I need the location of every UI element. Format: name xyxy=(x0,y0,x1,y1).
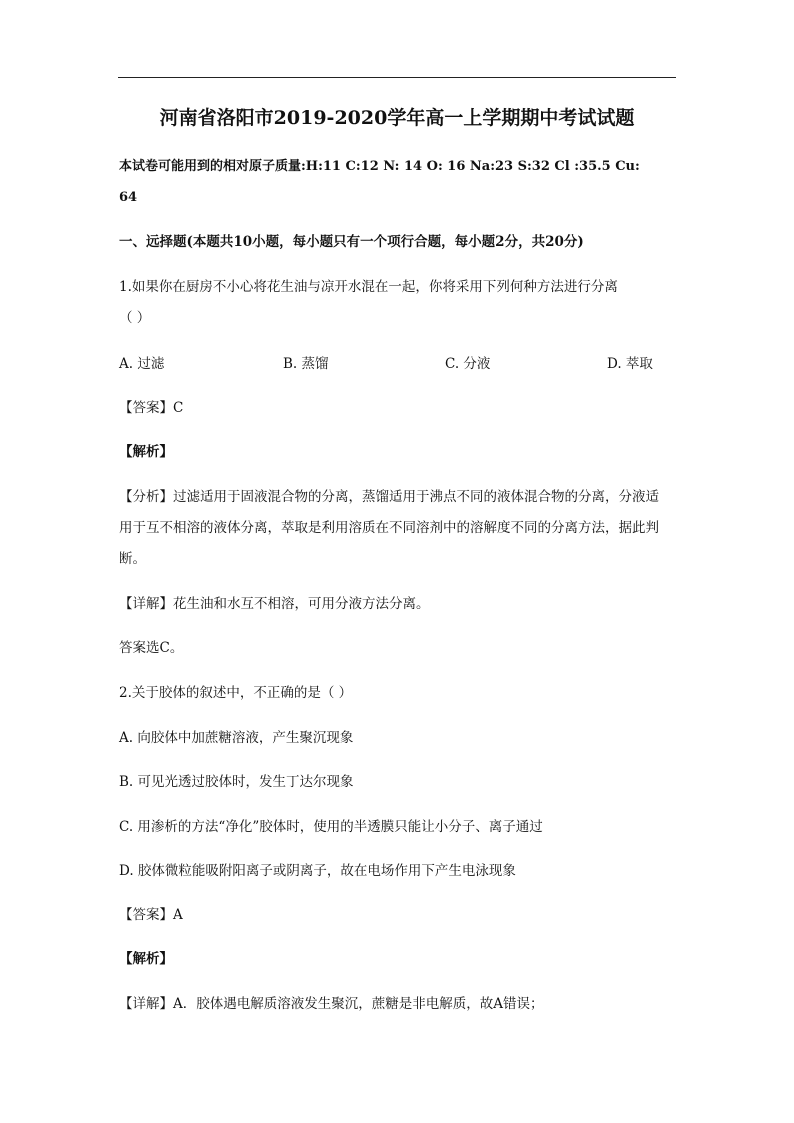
q1-detail: 【详解】花生油和水互不相溶，可用分液方法分离。 xyxy=(119,596,430,612)
page-title: 河南省洛阳市2019-2020学年高一上学期期中考试试题 xyxy=(159,107,635,129)
q1-option-a: A. 过滤 xyxy=(119,356,165,372)
q2-analysis-heading: 【解析】 xyxy=(119,951,173,967)
q2-option-b: B. 可见光透过胶体时，发生丁达尔现象 xyxy=(119,774,354,790)
q1-option-c: C. 分液 xyxy=(445,356,491,372)
q1-stem-line-1: 1.如果你在厨房不小心将花生油与凉开水混在一起，你将采用下列何种方法进行分离 xyxy=(119,279,618,295)
q2-option-a: A. 向胶体中加蔗糖溶液，产生聚沉现象 xyxy=(119,730,354,746)
q1-answer: 【答案】C xyxy=(119,400,184,416)
q2-detail: 【详解】A．胶体遇电解质溶液发生聚沉，蔗糖是非电解质，故A错误； xyxy=(119,996,544,1012)
q1-analysis-heading: 【解析】 xyxy=(119,444,173,460)
atomic-mass-line-1: 本试卷可能用到的相对原子质量:H:11 C:12 N: 14 O: 16 Na:23 S:32 Cl :35.5 Cu: xyxy=(119,159,640,174)
q1-option-d: D. 萃取 xyxy=(607,356,653,372)
q2-stem: 2.关于胶体的叙述中，不正确的是（ ） xyxy=(119,685,353,701)
q2-answer: 【答案】A xyxy=(119,907,183,923)
q1-fenxi-line-2: 用于互不相溶的液体分离，萃取是利用溶质在不同溶剂中的溶解度不同的分离方法，据此判 xyxy=(119,520,659,536)
q2-option-c: C. 用渗析的方法“净化”胶体时，使用的半透膜只能让小分子、离子通过 xyxy=(119,819,543,835)
q1-fenxi-line-1: 【分析】过滤适用于固液混合物的分离，蒸馏适用于沸点不同的液体混合物的分离，分液适 xyxy=(119,489,659,505)
atomic-mass-line-2: 64 xyxy=(119,190,138,205)
q1-option-b: B. 蒸馏 xyxy=(283,356,329,372)
q1-fenxi-line-3: 断。 xyxy=(119,551,146,567)
section-heading: 一、远择题(本题共10小题，每小题只有一个项行合题，每小题2分，共20分) xyxy=(119,234,584,250)
q2-option-d: D. 胶体微粒能吸附阳离子或阴离子，故在电场作用下产生电泳现象 xyxy=(119,863,516,879)
q1-conclusion: 答案选C。 xyxy=(119,640,184,656)
header-rule xyxy=(118,77,676,78)
q1-stem-line-2: （ ） xyxy=(119,310,151,326)
